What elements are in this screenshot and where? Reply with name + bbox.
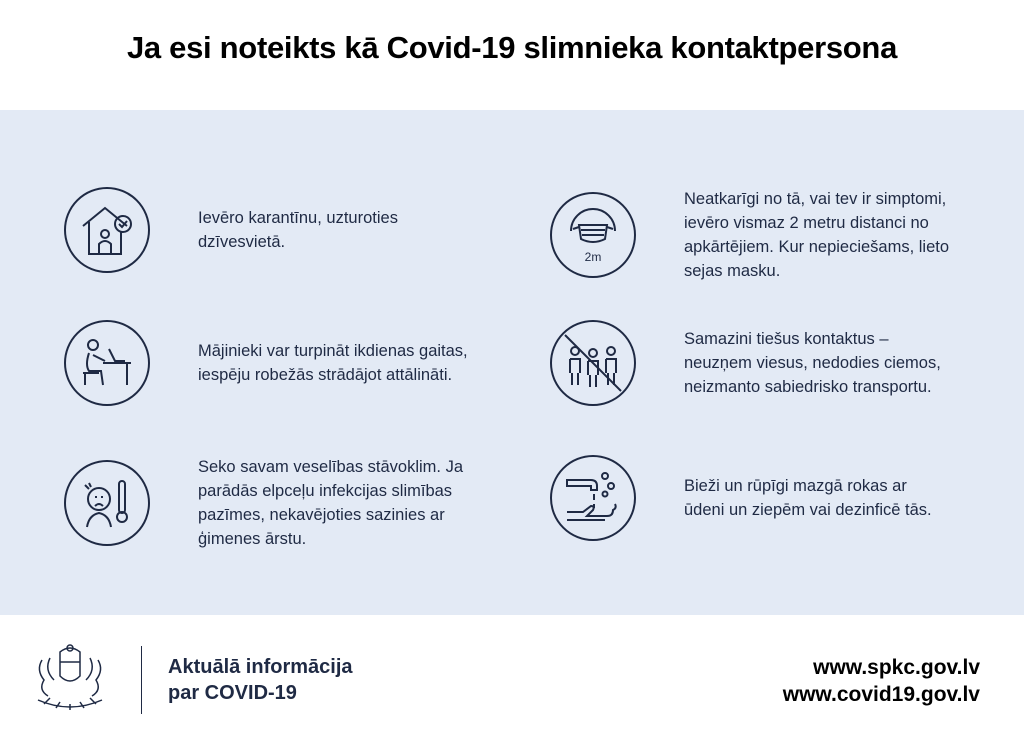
footer-info: Aktuālā informācija par COVID-19 xyxy=(168,656,353,704)
item-text: Bieži un rūpīgi mazgā rokas ar ūdeni un ziepēm vai dezinficē tās. xyxy=(684,477,932,519)
item-remote-work xyxy=(64,320,468,406)
item-text: Neatkarīgi no tā, vai tev ir simptomi, ievēro vismaz 2 metru distanci no apkārtējiem. Kur nepieciešams, lieto sejas masku. xyxy=(684,190,950,280)
item-text: Samazini tiešus kontaktus – neuzņem viesus, nedodies ciemos, neizmanto sabiedrisko transportu. xyxy=(684,330,941,396)
hand-wash-icon xyxy=(550,455,636,541)
item-contacts xyxy=(550,320,941,406)
sick-thermometer-icon xyxy=(64,460,150,546)
item-health xyxy=(64,455,463,551)
coat-of-arms-icon xyxy=(30,640,110,716)
item-handwash xyxy=(550,455,932,541)
item-text: Mājinieki var turpināt ikdienas gaitas, iespēju robežās strādājot attālināti. xyxy=(198,342,468,384)
mask-distance-icon xyxy=(550,192,636,278)
remote-work-icon xyxy=(64,320,150,406)
spkc-link[interactable]: www.spkc.gov.lv xyxy=(813,656,980,679)
footer-divider xyxy=(141,646,142,714)
distance-label: 2m xyxy=(584,250,602,264)
no-gathering-icon xyxy=(550,320,636,406)
item-text: Seko savam veselības stāvoklim. Ja parādās elpceļu infekcijas slimības pazīmes, nekavējoties sazinies ar ģimenes ārstu. xyxy=(198,458,464,548)
item-distance xyxy=(550,187,949,283)
footer-links xyxy=(783,654,980,708)
page-title: Ja esi noteikts kā Covid-19 slimnieka kontaktpersona xyxy=(126,30,898,65)
item-text: Ievēro karantīnu, uzturoties dzīvesvietā. xyxy=(198,209,398,251)
covid19-link[interactable]: www.covid19.gov.lv xyxy=(782,683,980,706)
item-quarantine xyxy=(64,187,398,273)
house-quarantine-icon xyxy=(64,187,150,273)
